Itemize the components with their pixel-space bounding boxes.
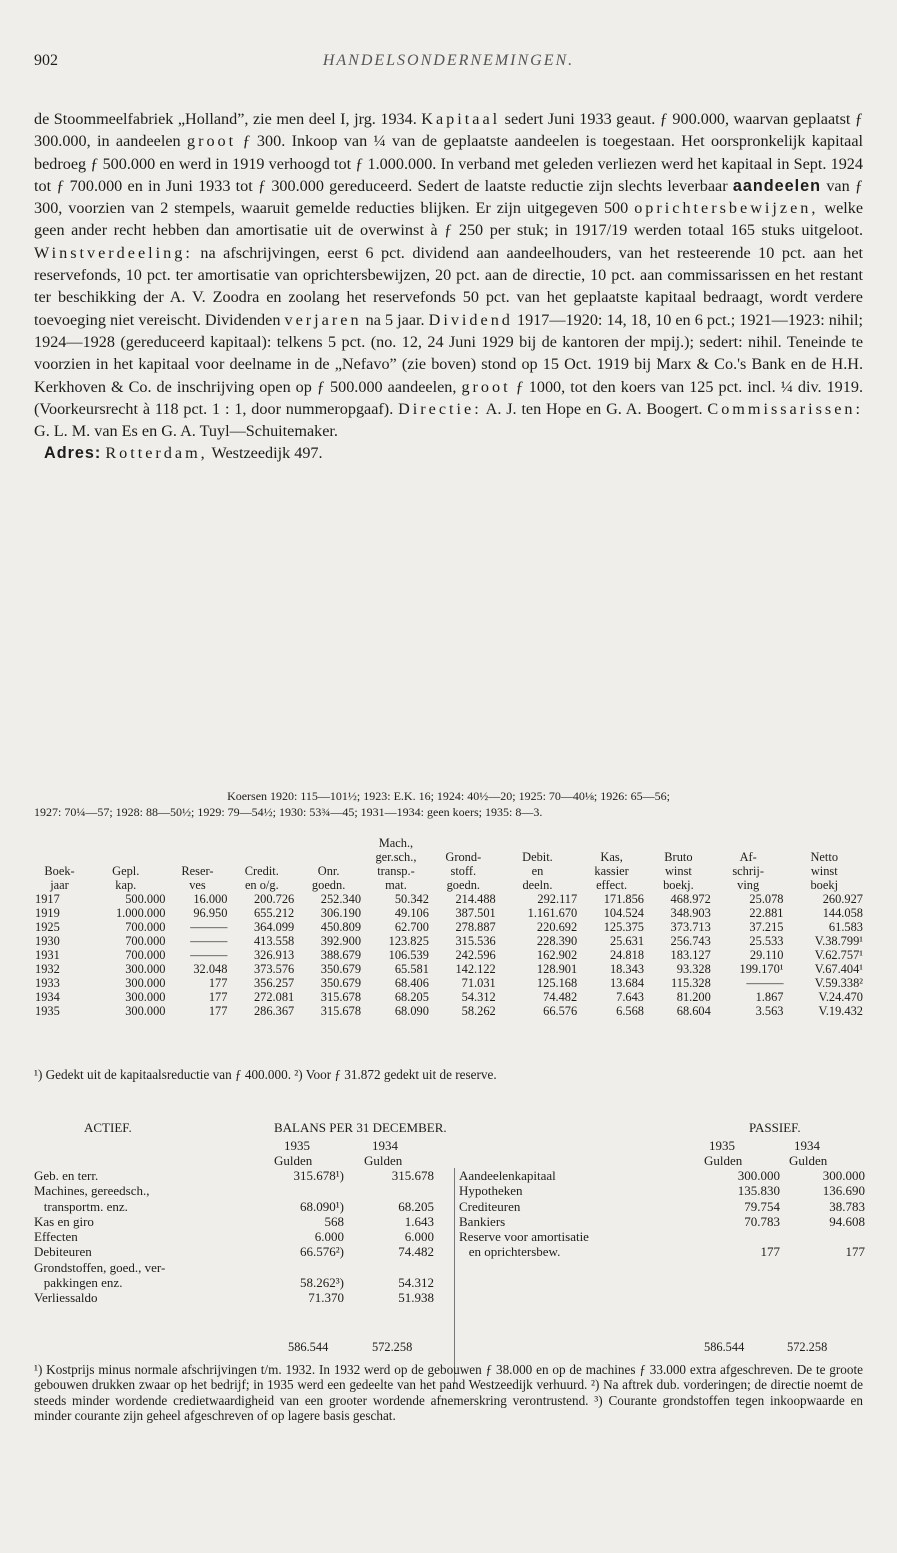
- aandeelen-keyword: aandeelen: [732, 176, 822, 195]
- table-cell: 1930: [35, 934, 60, 948]
- table-cell: 315.678: [320, 1004, 362, 1018]
- table-row: [34, 990, 864, 1004]
- table-cell: 29.110: [749, 948, 784, 962]
- column-header-line: kassier: [594, 864, 629, 878]
- table-cell: 1919: [35, 906, 60, 920]
- table-cell: 1933: [35, 976, 60, 990]
- table-cell: 1.000.000: [115, 906, 166, 920]
- balance-label: Effecten: [34, 1229, 78, 1245]
- table-cell: 25.533: [749, 934, 784, 948]
- table-cell: 260.927: [822, 892, 863, 906]
- table-cell: 500.000: [125, 892, 166, 906]
- balance-row: [34, 1168, 454, 1183]
- body-text: [34, 108, 863, 465]
- table-cell: 177: [208, 990, 228, 1004]
- column-header-line: deeln.: [522, 878, 553, 892]
- koersen-line: Koersen 1920: 115—101½; 1923: E.K. 16; 1924: 40½—20; 1925: 70—40⅛; 1926: 65—56;: [227, 789, 670, 803]
- table-cell: 272.081: [253, 990, 295, 1004]
- dividend-keyword: Dividend: [428, 310, 513, 329]
- column-header-line: stoff.: [450, 864, 477, 878]
- table-cell: 700.000: [125, 934, 166, 948]
- column-header: [85, 836, 166, 892]
- balance-value: 135.830: [737, 1183, 780, 1199]
- balance-value: 177: [760, 1244, 780, 1260]
- table-cell: 74.482: [543, 990, 578, 1004]
- balance-row: [455, 1199, 865, 1214]
- balance-currency: [34, 1153, 864, 1168]
- column-header-line: ger.sch.,: [375, 850, 417, 864]
- table-cell: V.67.404¹: [814, 962, 863, 976]
- footnotes-text: ¹) Kostprijs minus normale afschrijvingen t/m. 1932. In 1932 werd op de gebouwen ƒ 38.000 en op de machines ƒ 33.000 extra afgeschreven. De te groote gebouwen drukken zwaar op het bedrijf; in 1935 werd een gedeelte van het pand Westzeedijk verhuurd. ²) Na aftrek dub. vorderingen; de directie noemt de steeds minder wordende credietwaardigheid van een grooter wordende afnemerskring verontrustend. ³) Courante grondstoffen tegen inkoopwaarde en minder courante zijn geheel afgeschreven of op lagere basis geschat.: [34, 1362, 863, 1423]
- column-header-line: Kas,: [600, 850, 623, 864]
- table-cell: 1.161.670: [527, 906, 578, 920]
- column-header-line: effect.: [596, 878, 628, 892]
- year-label: 1934: [372, 1138, 398, 1153]
- column-header: [362, 836, 430, 892]
- column-header-line: winst: [810, 864, 838, 878]
- table-cell: 183.127: [670, 948, 711, 962]
- table-cell: 68.406: [394, 976, 429, 990]
- balance-label: transportm. enz.: [34, 1198, 128, 1214]
- column-header-line: Boek-: [44, 864, 75, 878]
- kapitaal-keyword: Kapitaal: [421, 110, 501, 128]
- adres-city: Rotterdam,: [105, 444, 208, 463]
- koersen-block: [34, 788, 863, 820]
- column-header-line: boekj.: [663, 878, 694, 892]
- balance-label: Aandeelenkapitaal: [459, 1168, 556, 1183]
- total-passief-1934: 572.258: [787, 1340, 828, 1354]
- table-cell: 373.576: [253, 962, 295, 976]
- column-header-line: jaar: [50, 878, 69, 892]
- column-header: [712, 836, 785, 892]
- balance-value: 300.000: [822, 1168, 865, 1183]
- verjaren-keyword: verjaren: [284, 310, 362, 329]
- column-header-line: mat.: [385, 878, 407, 892]
- balance-title: BALANS PER 31 DECEMBER.: [274, 1120, 447, 1135]
- column-header-line: Reser-: [181, 864, 214, 878]
- column-header: [497, 836, 578, 892]
- table-cell: 364.099: [253, 920, 295, 934]
- balance-years: [34, 1138, 864, 1153]
- balance-row: [34, 1183, 454, 1198]
- balance-totals: [34, 1340, 864, 1358]
- actief-heading: ACTIEF.: [84, 1120, 132, 1135]
- actief-column: [34, 1168, 454, 1306]
- balance-label: en oprichtersbew.: [459, 1244, 561, 1260]
- financial-table-body: [34, 892, 864, 1018]
- balance-row: [455, 1168, 865, 1183]
- table-cell: 171.856: [603, 892, 645, 906]
- table-cell: 49.106: [394, 906, 429, 920]
- table-cell: 22.881: [749, 906, 784, 920]
- page-number: 902: [34, 52, 58, 69]
- balance-value: 6.000: [314, 1229, 344, 1245]
- winstverdeeling-keyword: Winstverdeeling:: [34, 243, 193, 262]
- table-cell: 199.170¹: [739, 962, 784, 976]
- table-cell: ———: [190, 934, 228, 948]
- year-label: 1935: [709, 1138, 735, 1153]
- table-cell: 1917: [35, 892, 60, 906]
- table-cell: 1934: [35, 990, 60, 1004]
- balance-value: 66.576²): [300, 1244, 344, 1260]
- adres-street: Westzeedijk 497.: [211, 444, 323, 463]
- column-header: [785, 836, 865, 892]
- table-cell: 61.583: [828, 920, 863, 934]
- table-cell: ———: [190, 920, 228, 934]
- table-cell: 81.200: [676, 990, 711, 1004]
- table-cell: 32.048: [193, 962, 228, 976]
- table-cell: 450.809: [320, 920, 362, 934]
- balance-value: 68.090¹): [300, 1198, 344, 1214]
- column-header-line: en o/g.: [244, 878, 279, 892]
- running-title: HANDELSONDERNEMINGEN.: [322, 52, 575, 69]
- table-row: [34, 1004, 864, 1018]
- year-label: 1934: [794, 1138, 820, 1153]
- table-cell: 315.678: [320, 990, 362, 1004]
- balance-value: 6.000: [404, 1229, 434, 1245]
- balance-label: Hypotheken: [459, 1183, 523, 1199]
- table-cell: 392.900: [320, 934, 362, 948]
- column-header-line: Bruto: [664, 850, 693, 864]
- table-cell: 278.887: [455, 920, 496, 934]
- column-header-line: ves: [189, 878, 206, 892]
- groot-keyword: groot: [186, 132, 237, 151]
- oprichtersbewijzen-keyword: oprichtersbewijzen,: [634, 199, 819, 218]
- balance-value: 68.205: [398, 1198, 434, 1214]
- commissarissen-keyword: Commissarissen:: [707, 399, 864, 418]
- table-cell: 6.568: [616, 1004, 645, 1018]
- column-header-line: goedn.: [311, 878, 346, 892]
- table-cell: 300.000: [125, 1004, 166, 1018]
- table-cell: 177: [208, 1004, 228, 1018]
- table-cell: 315.536: [455, 934, 496, 948]
- table-cell: 68.205: [394, 990, 429, 1004]
- currency-label: Gulden: [704, 1153, 743, 1168]
- balance-value: 568: [324, 1213, 344, 1229]
- column-header-line: transp.-: [377, 864, 415, 878]
- table-cell: 220.692: [536, 920, 578, 934]
- footnotes: [34, 1362, 863, 1423]
- balance-value: 94.608: [829, 1213, 865, 1229]
- adres-keyword: Adres:: [44, 444, 102, 463]
- table-cell: 1931: [35, 948, 60, 962]
- balance-value: 79.754: [744, 1198, 780, 1214]
- table-cell: 350.679: [320, 976, 362, 990]
- table-cell: 25.631: [609, 934, 645, 948]
- balance-row: [455, 1214, 865, 1229]
- balance-label: Debiteuren: [34, 1244, 92, 1260]
- table-cell: 300.000: [125, 990, 166, 1004]
- balance-label: Machines, gereedsch.,: [34, 1183, 150, 1199]
- table-cell: 115.328: [671, 976, 711, 990]
- table-cell: 387.501: [455, 906, 496, 920]
- balance-value: 51.938: [398, 1290, 434, 1306]
- table-cell: V.59.338²: [814, 976, 863, 990]
- body-segment: 1917—1920: 14, 18, 10 en 6 pct.; 1921—1923: nihil; 1924—1928 (gereduceerd kapitaal): telkens 5 pct. (no. 12, 24 Juni 1929 bij de kantoren der mpij.); sedert: nihil. Teneinde te voorzien in het kapitaal voor deelname in de „Nefavo” (zie boven) stond op 15 Oct. 1919 bij Marx & Co.'s Bank en de H.H. Kerkhoven & Co. de inschrijving open op ƒ 500.000 aandeelen,: [34, 310, 863, 396]
- table-row: [34, 920, 864, 934]
- balance-label: Reserve voor amortisatie: [459, 1229, 589, 1245]
- table-row: [34, 934, 864, 948]
- table-cell: 144.058: [822, 906, 863, 920]
- table-cell: 1932: [35, 962, 60, 976]
- body-segment: welke geen ander recht hebben dan amortisatie uit de overwinst à ƒ 250 per stuk; in 1917/19 werden totaal 165 stuks uitgeloot.: [34, 199, 864, 240]
- table-cell: 106.539: [388, 948, 429, 962]
- table-cell: 3.563: [755, 1004, 784, 1018]
- body-segment: A. J. ten Hope en G. A. Boogert.: [485, 399, 703, 418]
- balance-row: [455, 1229, 865, 1244]
- balance-value: 315.678¹): [293, 1168, 344, 1183]
- balance-value: 315.678: [391, 1168, 434, 1183]
- column-header-line: boekj: [810, 878, 839, 892]
- balance-row: [34, 1229, 454, 1244]
- currency-label: Gulden: [789, 1153, 828, 1168]
- body-segment: sedert Juni 1933 geaut. ƒ 900.000, waarvan geplaatst ƒ 300.000, in aandeelen: [34, 110, 864, 151]
- balance-value: 70.783: [744, 1213, 780, 1229]
- table-cell: 200.726: [253, 892, 295, 906]
- table-cell: 54.312: [461, 990, 496, 1004]
- balance-row: [34, 1199, 454, 1214]
- financial-table-note: [34, 1067, 863, 1083]
- column-header-line: Grond-: [445, 850, 482, 864]
- balance-label: Verliessaldo: [34, 1290, 98, 1306]
- balance-value: 74.482: [398, 1244, 434, 1260]
- table-cell: 468.972: [670, 892, 711, 906]
- column-header-line: goedn.: [446, 878, 480, 892]
- table-cell: 24.818: [609, 948, 645, 962]
- balance-label: Kas en giro: [34, 1213, 94, 1229]
- table-cell: 356.257: [253, 976, 295, 990]
- table-cell: 348.903: [670, 906, 711, 920]
- table-cell: 300.000: [125, 962, 166, 976]
- table-cell: 655.212: [253, 906, 295, 920]
- address-line: [34, 442, 863, 464]
- table-cell: 292.117: [537, 892, 578, 906]
- column-header: [228, 836, 295, 892]
- table-cell: 177: [208, 976, 228, 990]
- table-cell: 1925: [35, 920, 60, 934]
- balance-row: [34, 1260, 454, 1275]
- table-cell: 142.122: [455, 962, 496, 976]
- groot-keyword: groot: [461, 377, 511, 396]
- column-header-line: winst: [664, 864, 692, 878]
- body-paragraph: [34, 108, 863, 442]
- table-cell: ———: [746, 976, 784, 990]
- financial-table: [34, 836, 864, 1018]
- table-cell: 228.390: [536, 934, 578, 948]
- table-cell: 125.375: [603, 920, 645, 934]
- balance-row: [34, 1275, 454, 1290]
- table-cell: 350.679: [320, 962, 362, 976]
- balance-value: 177: [845, 1244, 865, 1260]
- table-cell: 18.343: [609, 962, 645, 976]
- table-cell: 93.328: [676, 962, 711, 976]
- balance-value: 1.643: [404, 1213, 434, 1229]
- body-segment: G. L. M. van Es en G. A. Tuyl—Schuitemaker.: [34, 422, 338, 441]
- total-actief-1935: 586.544: [288, 1340, 329, 1354]
- table-row: [34, 948, 864, 962]
- balance-value: 54.312: [398, 1275, 434, 1291]
- balance-row: [34, 1290, 454, 1305]
- year-label: 1935: [284, 1138, 310, 1153]
- column-header: [167, 836, 229, 892]
- table-cell: 162.902: [536, 948, 578, 962]
- table-cell: 1.867: [755, 990, 784, 1004]
- body-segment: ƒ 1000, tot den koers van 125 pct. incl. ¼ div. 1919. (Voorkeursrecht à 118 pct. 1 : 1, door nummeropgaaf).: [34, 377, 864, 418]
- table-cell: 214.488: [455, 892, 496, 906]
- table-cell: 300.000: [125, 976, 166, 990]
- table-cell: 65.581: [394, 962, 429, 976]
- balance-sheet-header: [34, 1120, 864, 1138]
- column-header-line: kap.: [115, 878, 137, 892]
- currency-label: Gulden: [364, 1153, 403, 1168]
- table-cell: 104.524: [603, 906, 645, 920]
- table-cell: ———: [190, 948, 228, 962]
- column-header-line: Debit.: [522, 850, 553, 864]
- balance-value: 58.262³): [300, 1275, 344, 1291]
- column-header-line: Mach.,: [378, 836, 414, 850]
- financial-table-header: [34, 836, 864, 892]
- column-header: [430, 836, 497, 892]
- column-header-line: ving: [737, 878, 760, 892]
- table-row: [34, 976, 864, 990]
- table-cell: V.62.757¹: [814, 948, 863, 962]
- balance-value: 71.370: [308, 1290, 344, 1306]
- table-cell: 7.643: [616, 990, 645, 1004]
- table-cell: 16.000: [193, 892, 228, 906]
- column-header-line: Gepl.: [112, 864, 140, 878]
- table-row: [34, 892, 864, 906]
- table-cell: 388.679: [320, 948, 362, 962]
- table-cell: 1935: [35, 1004, 60, 1018]
- page-header: [34, 52, 863, 74]
- table-cell: 286.367: [253, 1004, 295, 1018]
- table-cell: V.38.799¹: [814, 934, 863, 948]
- balance-label: Crediteuren: [459, 1198, 521, 1214]
- column-header-line: Netto: [810, 850, 839, 864]
- balance-value: 300.000: [737, 1168, 780, 1183]
- table-cell: 13.684: [609, 976, 645, 990]
- balance-sheet: [34, 1120, 865, 1306]
- table-cell: 66.576: [543, 1004, 578, 1018]
- column-header-line: schrij-: [732, 864, 764, 878]
- balance-value: 38.783: [829, 1198, 865, 1214]
- column-header: [578, 836, 645, 892]
- body-segment: na afschrijvingen, eerst 6 pct. dividend aan aandeelhouders, van het resteerende 10 pct. aan het reservefonds, 10 pct. ter amortisatie van oprichtersbewijzen, 20 pct. aan de directie, 10 pct. aan commissarissen en het restant ter beschikking der A. V. Zoodra en zoolang het reservefonds 50 pct. van het geplaatste kapitaal bedraagt, wordt verdere toevoeging niet vereischt. Dividenden: [34, 243, 863, 329]
- financial-note-text: ¹) Gedekt uit de kapitaalsreductie van ƒ 400.000. ²) Voor ƒ 31.872 gedekt uit de reserve.: [34, 1067, 497, 1082]
- table-cell: 62.700: [394, 920, 429, 934]
- total-actief-1934: 572.258: [372, 1340, 413, 1354]
- balance-label: pakkingen enz.: [34, 1275, 123, 1291]
- koersen-line: 1927: 70¼—57; 1928: 88—50½; 1929: 79—54½; 1930: 53¾—45; 1931—1934: geen koers; 1935: 8—3.: [34, 805, 543, 819]
- body-segment: van ƒ 300, voorzien van 2 stempels, waaruit gemelde reducties blijken. Er zijn uitgegeven 500: [34, 176, 864, 218]
- table-cell: 700.000: [125, 920, 166, 934]
- balance-row: [34, 1244, 454, 1259]
- table-cell: 373.713: [670, 920, 711, 934]
- total-passief-1935: 586.544: [704, 1340, 745, 1354]
- column-header-line: Credit.: [244, 864, 279, 878]
- table-cell: V.19.432: [818, 1004, 863, 1018]
- table-row: [34, 962, 864, 976]
- body-segment: de Stoommeelfabriek „Holland”, zie men deel I, jrg. 1934.: [34, 110, 417, 128]
- balance-row: [455, 1244, 865, 1259]
- currency-label: Gulden: [274, 1153, 313, 1168]
- table-cell: 326.913: [253, 948, 295, 962]
- balance-label: Geb. en terr.: [34, 1168, 99, 1183]
- body-segment: na 5 jaar.: [365, 310, 425, 329]
- column-header: [645, 836, 712, 892]
- table-cell: 71.031: [461, 976, 496, 990]
- body-segment: ƒ 300. Inkoop van ¼ van de geplaatste aandeelen is toegestaan. Het oorspronkelijk kapitaal bedroeg ƒ 500.000 en werd in 1919 verhoogd tot ƒ 1.000.000. In verband met geleden verliezen werd het kapitaal in Sept. 1924 tot ƒ 700.000 en in Juni 1933 tot ƒ 300.000 gereduceerd. Sedert de laatste reductie zijn slechts leverbaar: [34, 132, 864, 195]
- passief-heading: PASSIEF.: [749, 1120, 801, 1135]
- balance-row: [34, 1214, 454, 1229]
- balance-label: Bankiers: [459, 1213, 506, 1229]
- table-cell: 96.950: [193, 906, 228, 920]
- balance-value: 136.690: [822, 1183, 865, 1199]
- column-header-line: Onr.: [317, 864, 340, 878]
- table-cell: 68.090: [394, 1004, 429, 1018]
- table-cell: 306.190: [320, 906, 362, 920]
- table-row: [34, 906, 864, 920]
- column-header-line: Af-: [739, 850, 757, 864]
- table-cell: V.24.470: [818, 990, 863, 1004]
- table-cell: 68.604: [676, 1004, 711, 1018]
- directie-keyword: Directie:: [398, 399, 482, 418]
- column-header: [295, 836, 362, 892]
- table-cell: 125.168: [536, 976, 578, 990]
- table-cell: 50.342: [394, 892, 429, 906]
- balance-row: [455, 1183, 865, 1198]
- table-cell: 242.596: [455, 948, 496, 962]
- table-cell: 700.000: [125, 948, 166, 962]
- table-cell: 252.340: [320, 892, 362, 906]
- table-cell: 58.262: [461, 1004, 496, 1018]
- column-header: [34, 836, 85, 892]
- table-cell: 128.901: [536, 962, 578, 976]
- table-cell: 37.215: [749, 920, 784, 934]
- column-header-line: en: [531, 864, 544, 878]
- table-cell: 256.743: [670, 934, 711, 948]
- table-cell: 413.558: [253, 934, 295, 948]
- table-cell: 123.825: [388, 934, 429, 948]
- table-cell: 25.078: [749, 892, 784, 906]
- balance-label: Grondstoffen, goed., ver-: [34, 1259, 166, 1275]
